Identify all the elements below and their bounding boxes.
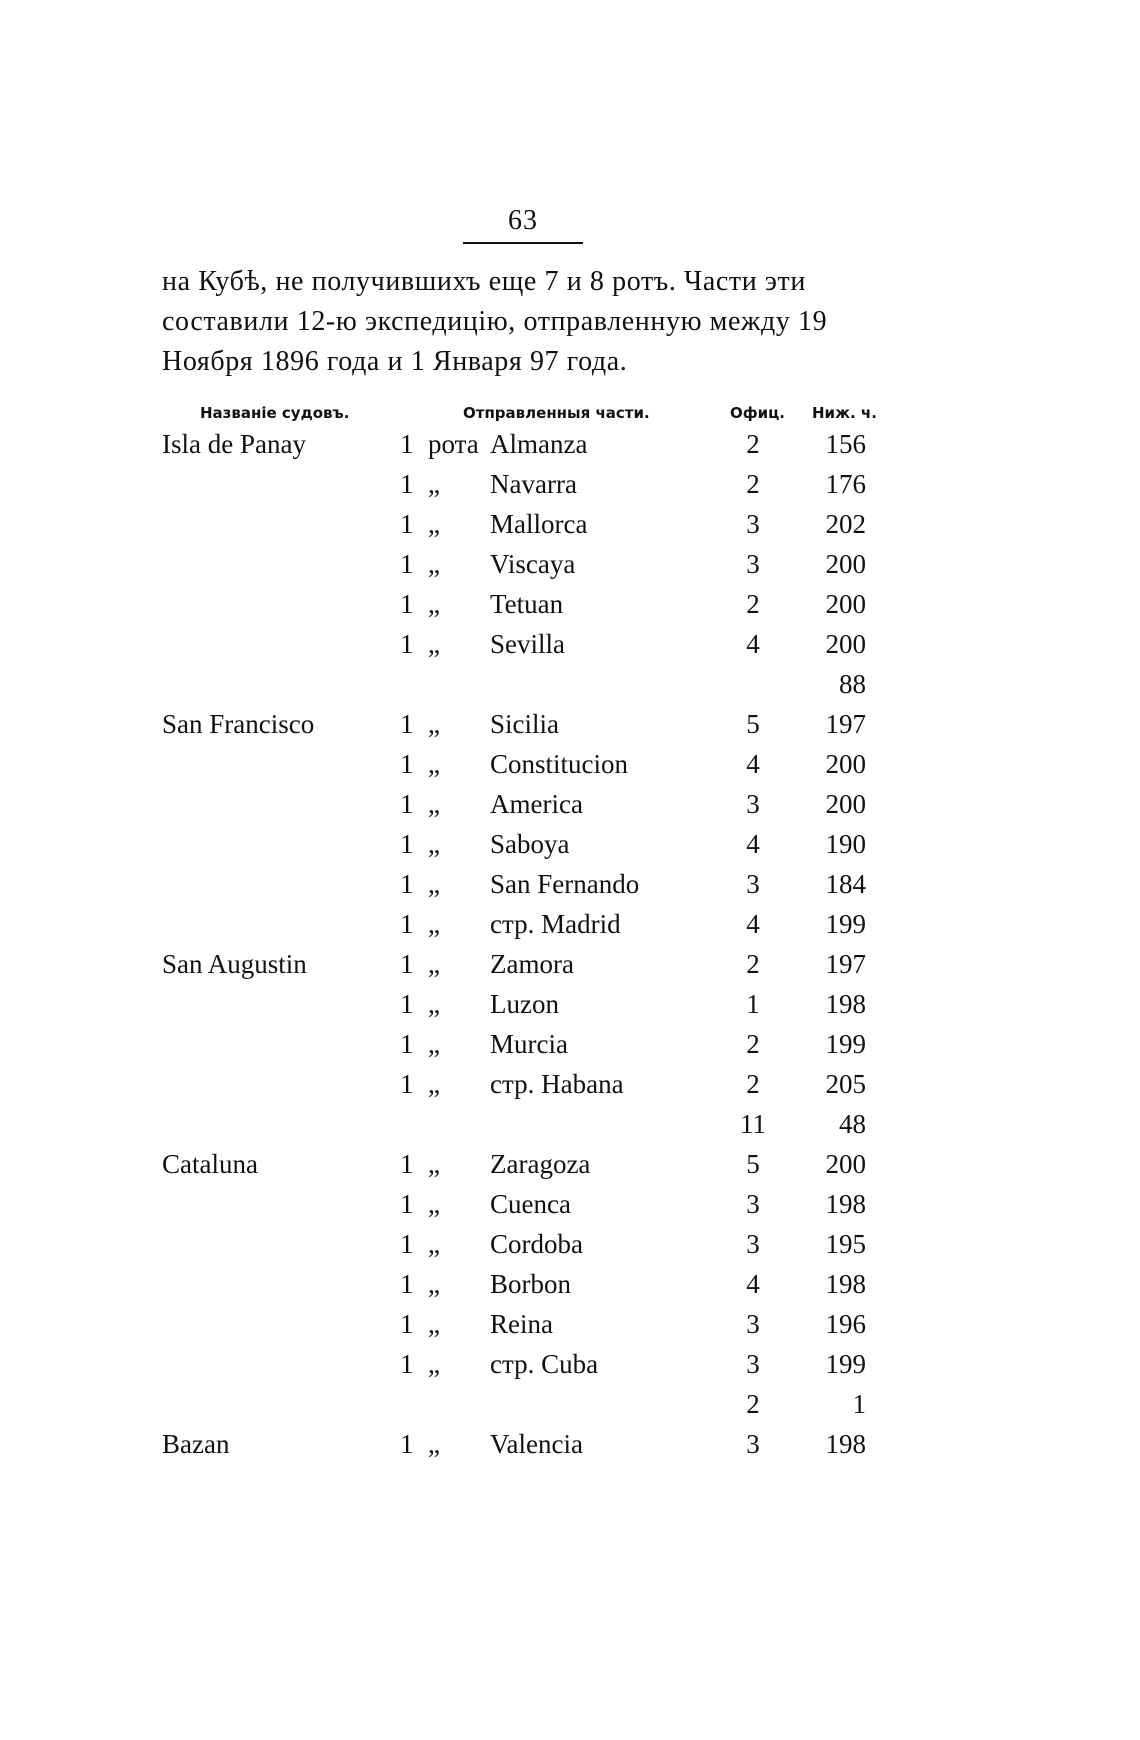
lower-ranks-cell: 198	[825, 989, 866, 1019]
officers-cell: 3	[746, 869, 760, 899]
unit-name-cell: Zamora	[490, 949, 574, 979]
lower-ranks-cell: 198	[825, 1269, 866, 1299]
lower-ranks-cell: 198	[825, 1189, 866, 1219]
unit-kind-cell: „	[428, 1429, 440, 1459]
table-row	[0, 664, 1140, 704]
unit-count-cell: 1	[400, 1309, 414, 1339]
unit-count-cell: 1	[400, 549, 414, 579]
unit-kind-cell: „	[428, 749, 440, 779]
lower-ranks-cell: 156	[825, 429, 866, 459]
lower-ranks-cell: 176	[825, 469, 866, 499]
table-row	[0, 824, 1140, 864]
table-row	[0, 1184, 1140, 1224]
table-row	[0, 1384, 1140, 1424]
officers-cell: 2	[746, 469, 760, 499]
lower-ranks-cell: 190	[825, 829, 866, 859]
lower-ranks-cell: 200	[825, 589, 866, 619]
ships-table	[0, 424, 1140, 1464]
unit-count-cell: 1	[400, 949, 414, 979]
lower-ranks-cell: 198	[825, 1429, 866, 1459]
lower-ranks-cell: 200	[825, 629, 866, 659]
lower-ranks-cell: 1	[852, 1389, 866, 1419]
table-row	[0, 1104, 1140, 1144]
officers-cell: 2	[746, 589, 760, 619]
page-number-rule	[463, 242, 583, 244]
unit-count-cell: 1	[400, 709, 414, 739]
table-row	[0, 504, 1140, 544]
unit-kind-cell: „	[428, 869, 440, 899]
ship-name-cell: Isla de Panay	[162, 429, 306, 459]
header-officers: Офиц.	[730, 404, 785, 422]
paragraph-line: Ноября 1896 года и 1 Января 97 года.	[162, 346, 628, 377]
table-row	[0, 1144, 1140, 1184]
unit-name-cell: Mallorca	[490, 509, 588, 539]
unit-kind-cell: „	[428, 789, 440, 819]
officers-cell: 4	[746, 629, 760, 659]
unit-name-cell: Constitucion	[490, 749, 629, 779]
unit-count-cell: 1	[400, 869, 414, 899]
unit-count-cell: 1	[400, 989, 414, 1019]
lower-ranks-cell: 200	[825, 789, 866, 819]
header-ship-name: Названіе судовъ.	[200, 404, 350, 422]
unit-name-cell: Cuenca	[490, 1189, 571, 1219]
unit-kind-cell: „	[428, 1269, 440, 1299]
unit-kind-cell: „	[428, 1349, 440, 1379]
unit-name-cell: America	[490, 789, 583, 819]
unit-count-cell: 1	[400, 909, 414, 939]
officers-cell: 2	[746, 949, 760, 979]
unit-count-cell: 1	[400, 1029, 414, 1059]
unit-count-cell: 1	[400, 1149, 414, 1179]
unit-name-cell: Cordoba	[490, 1229, 583, 1259]
officers-cell: 2	[746, 1029, 760, 1059]
unit-kind-cell: „	[428, 469, 440, 499]
table-row	[0, 464, 1140, 504]
intro-paragraph	[162, 262, 882, 382]
unit-name-cell: Sevilla	[490, 629, 565, 659]
officers-cell: 3	[746, 1429, 760, 1459]
unit-kind-cell: „	[428, 909, 440, 939]
table-row	[0, 784, 1140, 824]
table-row	[0, 544, 1140, 584]
officers-cell: 3	[746, 509, 760, 539]
unit-name-cell: San Fernando	[490, 869, 640, 899]
table-row	[0, 1344, 1140, 1384]
unit-name-cell: Murcia	[490, 1029, 568, 1059]
table-row	[0, 904, 1140, 944]
unit-name-cell: Zaragoza	[490, 1149, 591, 1179]
lower-ranks-cell: 199	[825, 1029, 866, 1059]
unit-count-cell: 1	[400, 749, 414, 779]
unit-count-cell: 1	[400, 1069, 414, 1099]
table-row	[0, 1064, 1140, 1104]
unit-count-cell: 1	[400, 509, 414, 539]
ship-name-cell: San Francisco	[162, 709, 315, 739]
unit-kind-cell: „	[428, 949, 440, 979]
unit-count-cell: 1	[400, 1229, 414, 1259]
unit-kind-cell: „	[428, 509, 440, 539]
officers-cell: 5	[746, 709, 760, 739]
unit-count-cell: 1	[400, 469, 414, 499]
unit-name-cell: стр. Habana	[490, 1069, 624, 1099]
lower-ranks-cell: 200	[825, 1149, 866, 1179]
unit-kind-cell: „	[428, 629, 440, 659]
officers-cell: 4	[746, 829, 760, 859]
officers-cell: 1	[746, 989, 760, 1019]
table-row	[0, 624, 1140, 664]
lower-ranks-cell: 205	[825, 1069, 866, 1099]
unit-count-cell: 1	[400, 1429, 414, 1459]
ship-name-cell: Cataluna	[162, 1149, 258, 1179]
unit-kind-cell: „	[428, 1149, 440, 1179]
unit-name-cell: Almanza	[490, 429, 588, 459]
unit-count-cell: 1	[400, 589, 414, 619]
lower-ranks-cell: 202	[825, 509, 866, 539]
table-row	[0, 1024, 1140, 1064]
unit-kind-cell: „	[428, 989, 440, 1019]
table-row	[0, 1224, 1140, 1264]
lower-ranks-cell: 195	[825, 1229, 866, 1259]
unit-name-cell: Navarra	[490, 469, 577, 499]
table-row	[0, 744, 1140, 784]
officers-cell: 4	[746, 909, 760, 939]
table-row	[0, 424, 1140, 464]
officers-cell: 5	[746, 1149, 760, 1179]
lower-ranks-cell: 88	[839, 669, 866, 699]
unit-name-cell: Reina	[490, 1309, 553, 1339]
unit-name-cell: Tetuan	[490, 589, 564, 619]
unit-count-cell: 1	[400, 1189, 414, 1219]
lower-ranks-cell: 199	[825, 1349, 866, 1379]
officers-cell: 3	[746, 1229, 760, 1259]
unit-kind-cell: „	[428, 829, 440, 859]
unit-name-cell: стр. Madrid	[490, 909, 621, 939]
lower-ranks-cell: 196	[825, 1309, 866, 1339]
unit-kind-cell: „	[428, 1029, 440, 1059]
table-row	[0, 584, 1140, 624]
table-row	[0, 1264, 1140, 1304]
unit-kind-cell: „	[428, 1069, 440, 1099]
table-row	[0, 944, 1140, 984]
officers-cell: 3	[746, 1309, 760, 1339]
lower-ranks-cell: 200	[825, 549, 866, 579]
officers-cell: 4	[746, 749, 760, 779]
lower-ranks-cell: 197	[825, 709, 866, 739]
officers-cell: 2	[746, 1069, 760, 1099]
table-row	[0, 864, 1140, 904]
unit-name-cell: Valencia	[490, 1429, 583, 1459]
paragraph-line: составили 12-ю экспедицію, отправленную между 19	[162, 306, 828, 337]
officers-cell: 3	[746, 1349, 760, 1379]
unit-kind-cell: „	[428, 1189, 440, 1219]
unit-name-cell: Sicilia	[490, 709, 559, 739]
table-row	[0, 1304, 1140, 1344]
unit-count-cell: 1	[400, 1349, 414, 1379]
lower-ranks-cell: 199	[825, 909, 866, 939]
ship-name-cell: San Augustin	[162, 949, 307, 979]
header-lower-ranks: Ниж. ч.	[812, 404, 877, 422]
lower-ranks-cell: 197	[825, 949, 866, 979]
unit-count-cell: 1	[400, 829, 414, 859]
page-number: 63	[508, 205, 538, 236]
officers-cell: 11	[740, 1109, 766, 1139]
unit-name-cell: Borbon	[490, 1269, 571, 1299]
table-row	[0, 984, 1140, 1024]
unit-count-cell: 1	[400, 1269, 414, 1299]
unit-kind-cell: „	[428, 589, 440, 619]
unit-kind-cell: „	[428, 1229, 440, 1259]
unit-name-cell: Saboya	[490, 829, 570, 859]
officers-cell: 3	[746, 1189, 760, 1219]
unit-name-cell: Viscaya	[490, 549, 576, 579]
unit-count-cell: 1	[400, 789, 414, 819]
unit-count-cell: 1	[400, 429, 414, 459]
unit-name-cell: стр. Cuba	[490, 1349, 599, 1379]
officers-cell: 2	[746, 1389, 760, 1419]
lower-ranks-cell: 200	[825, 749, 866, 779]
paragraph-line: на Кубѣ, не получившихъ еще 7 и 8 ротъ. Части эти	[162, 266, 806, 297]
table-row	[0, 1424, 1140, 1464]
ship-name-cell: Bazan	[162, 1429, 230, 1459]
officers-cell: 2	[746, 429, 760, 459]
unit-kind-cell: рота	[428, 429, 479, 459]
unit-name-cell: Luzon	[490, 989, 559, 1019]
unit-kind-cell: „	[428, 709, 440, 739]
table-row	[0, 704, 1140, 744]
unit-kind-cell: „	[428, 1309, 440, 1339]
header-units-sent: Отправленныя части.	[463, 404, 650, 422]
officers-cell: 3	[746, 549, 760, 579]
lower-ranks-cell: 48	[839, 1109, 866, 1139]
unit-kind-cell: „	[428, 549, 440, 579]
officers-cell: 4	[746, 1269, 760, 1299]
lower-ranks-cell: 184	[825, 869, 866, 899]
officers-cell: 3	[746, 789, 760, 819]
unit-count-cell: 1	[400, 629, 414, 659]
